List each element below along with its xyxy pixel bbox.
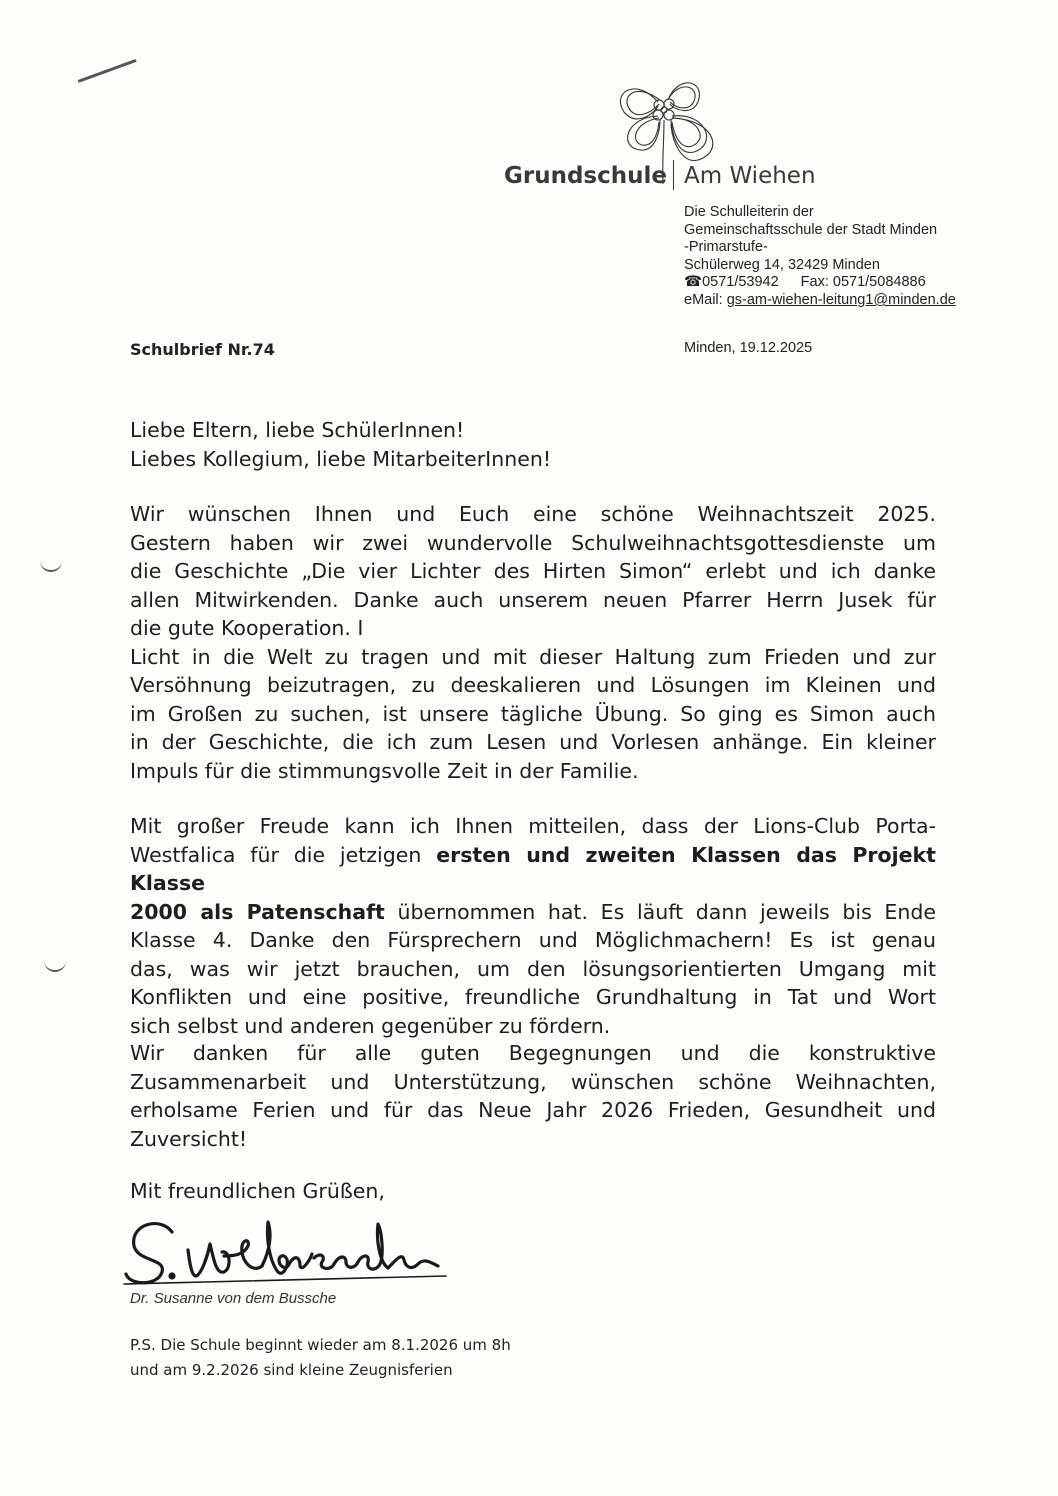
email-link[interactable]: gs-am-wiehen-leitung1@minden.de	[726, 291, 956, 308]
scan-artifact-stroke	[77, 59, 136, 83]
schulbrief-number: Schulbrief Nr.74	[130, 340, 275, 359]
paragraph-line: Wir wünschen Ihnen und Euch eine schöne Weihnachtszeit 2025.	[130, 502, 936, 526]
paragraph-thanks	[130, 1039, 936, 1153]
bold-text-run: 2000 als Patenschaft	[130, 899, 385, 924]
paragraph-line: das, was wir jetzt brauchen, um den lösungsorientierten Umgang mit	[130, 956, 936, 981]
text-run: Westfalica für die jetzigen	[130, 842, 437, 867]
paragraph-line: Wir danken für alle guten Begegnungen und die konstruktive	[130, 1041, 936, 1065]
paragraph-lions-club	[130, 812, 936, 1040]
paragraph-line: sich selbst und anderen gegenüber zu fördern.	[130, 1013, 611, 1038]
letter-date: Minden, 19.12.2025	[684, 340, 813, 356]
paragraph-line: die gute Kooperation. I	[130, 616, 364, 640]
paragraph-line: erholsame Ferien und für das Neue Jahr 2026 Frieden, Gesundheit und	[130, 1098, 936, 1122]
telephone-icon: ☎	[684, 274, 703, 291]
email-label: eMail:	[684, 291, 723, 308]
paragraph-line: allen Mitwirkenden. Danke auch unserem neuen Pfarrer Herrn Jusek für	[130, 587, 936, 612]
paragraph-line: Klasse 4. Danke den Fürsprechern und Möglichmachern! Es ist genau	[130, 928, 936, 952]
fax-number: Fax: 0571/5084886	[800, 274, 926, 291]
address-line: Schülerweg 14, 32429 Minden	[684, 256, 880, 273]
punch-hole-mark	[44, 956, 66, 972]
text-run: übernommen hat. Es läuft dann jeweils bis Ende	[384, 899, 937, 924]
paragraph-line: Impuls für die stimmungsvolle Zeit in der Familie.	[130, 758, 639, 783]
greeting	[130, 416, 936, 473]
paragraph-line: Licht in die Welt zu tragen und mit dieser Haltung zum Frieden und zur	[130, 644, 936, 669]
paragraph-line: Zuversicht!	[130, 1126, 248, 1151]
postscript-line: und am 9.2.2026 sind kleine Zeugnisferien	[130, 1361, 453, 1379]
greeting-line: Liebe Eltern, liebe SchülerInnen!	[130, 418, 465, 442]
school-name-light: Am Wiehen	[684, 163, 816, 189]
paragraph-line: Mit großer Freude kann ich Ihnen mitteilen, dass der Lions-Club Porta-	[130, 814, 936, 838]
paragraph-christmas	[130, 500, 936, 785]
paragraph-line	[130, 898, 936, 927]
paragraph-line	[130, 841, 936, 898]
school-name-divider	[673, 160, 674, 190]
email-line	[684, 292, 956, 310]
paragraph-line: in der Geschichte, die ich zum Lesen und Vorlesen anhänge. Ein kleiner	[130, 730, 936, 754]
address-line: Gemeinschaftsschule der Stadt Minden	[684, 221, 938, 238]
address-line: Die Schulleiterin der	[684, 204, 814, 220]
postscript	[130, 1333, 511, 1383]
paragraph-line: Versöhnung beizutragen, zu deeskalieren und Lösungen im Kleinen und	[130, 673, 936, 697]
school-address	[684, 204, 956, 310]
paragraph-line: Konflikten und eine positive, freundliche Grundhaltung in Tat und Wort	[130, 985, 936, 1009]
postscript-line: P.S. Die Schule beginnt wieder am 8.1.2026 um 8h	[130, 1336, 511, 1354]
paragraph-line: Gestern haben wir zwei wundervolle Schulweihnachtsgottesdienste um	[130, 530, 936, 555]
signature-image	[120, 1210, 450, 1292]
closing: Mit freundlichen Grüßen,	[130, 1179, 385, 1203]
school-name-bold: Grundschule	[504, 163, 667, 189]
signer-name: Dr. Susanne von dem Bussche	[130, 1290, 337, 1307]
paragraph-line: Zusammenarbeit und Unterstützung, wünschen schöne Weihnachten,	[130, 1069, 936, 1094]
bold-text-run: ersten und zweiten Klassen das Projekt Klasse	[130, 842, 936, 895]
phone-number: 0571/53942	[702, 274, 779, 291]
school-name	[504, 160, 816, 190]
greeting-line: Liebes Kollegium, liebe MitarbeiterInnen!	[130, 446, 552, 471]
contact-line	[684, 274, 956, 292]
address-line: -Primarstufe-	[684, 239, 768, 256]
punch-hole-mark	[40, 556, 62, 572]
paragraph-line: die Geschichte „Die vier Lichter des Hirten Simon“ erlebt und ich danke	[130, 559, 936, 583]
paragraph-line: im Großen zu suchen, ist unsere tägliche Übung. So ging es Simon auch	[130, 701, 936, 726]
